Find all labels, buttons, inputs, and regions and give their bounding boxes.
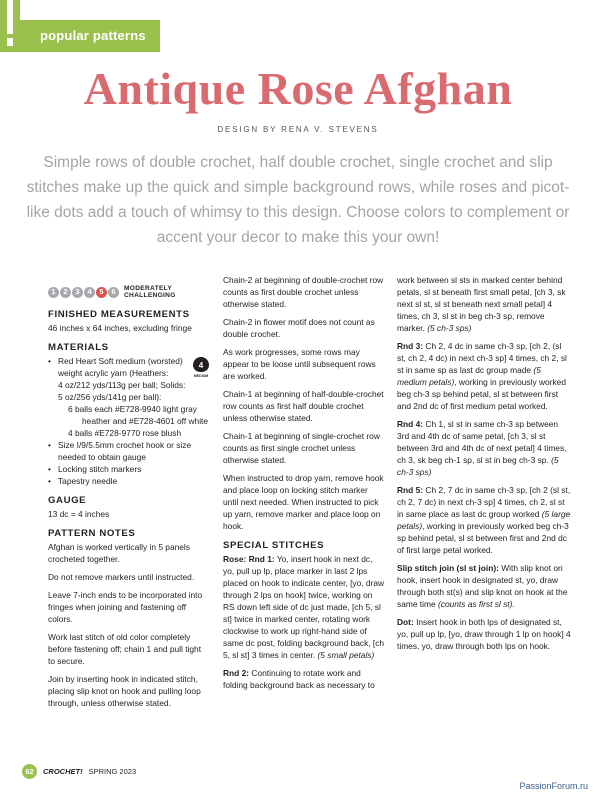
skill-dot-1: 1: [48, 287, 59, 298]
skill-level: [48, 285, 210, 299]
watermark: PassionForum.ru: [519, 781, 588, 791]
page-footer: [22, 764, 136, 779]
rnd5-instructions: Rnd 5: Ch 2, 7 dc in same ch-3 sp, [ch 2 (sl st, ch 2, 7 dc) in next ch-3 sp] 4 times, ch 2, sl st in same place as last dc group worked (5 large petals), working in previously worked beg ch-3 sp behind petal, sl st between first and 2nd dc of first large petal worked.: [397, 485, 571, 555]
skill-dot-6: 6: [108, 287, 119, 298]
column-1: [48, 285, 210, 715]
column-3: [397, 274, 572, 658]
materials-heading: MATERIALS: [48, 342, 109, 353]
note-paragraph: Do not remove markers until instructed.: [48, 572, 195, 582]
section-header-bar: [0, 20, 160, 52]
finished-text: 46 inches x 64 inches, excluding fringe: [48, 323, 192, 333]
note-paragraph: When instructed to drop yarn, remove hook and place loop on locking stitch marker until next needed. When instructed to pick up yarn, remove marker and place loop on hook.: [223, 473, 384, 531]
column-2: [223, 274, 385, 697]
note-paragraph: Chain-2 in flower motif does not count as double crochet.: [223, 317, 375, 339]
skill-dot-2: 2: [60, 287, 71, 298]
note-paragraph: Leave 7-inch ends to be incorporated into fringes when joining and fastening off colors.: [48, 590, 203, 624]
slip-stitch-join: Slip stitch join (sl st join): With slip knot on hook, insert hook in designated st, yo, draw through both st(s) and slip knot on hook at the same time (counts as first sl st).: [397, 563, 568, 609]
svg-text:MEDIUM: MEDIUM: [193, 374, 209, 378]
note-paragraph: Chain-2 at beginning of double-crochet row counts as first double crochet unless otherwise stated.: [223, 275, 384, 309]
rnd2-continued: work between sl sts in marked center behind petals, sl st beneath first small petal, [ch 3, sk next sl st, sl st beneath next small petal] 4 times, ch 3, sl st in beg ch-3 sp, remove marker. (5 ch-3 sps): [397, 275, 566, 333]
list-item: • Locking stitch markers: [48, 464, 142, 474]
rose-instructions: Rose: Rnd 1: Yo, insert hook in next dc, yo, pull up lp, place marker in last 2 lps placed on hook to indicate center, [yo, draw through 2 lps on hook] twice, working on RS down left side of dc just made, [ch 5, sl st] twice in marked center, rotating work clockwise to work up right-hand side of same dc post, folding background back, [ch 5, sl st] 3 times in center. (5 small petals): [223, 554, 385, 660]
skill-dot-5: 5: [96, 287, 107, 298]
designer-byline: DESIGN BY RENA V. STEVENS: [217, 125, 379, 134]
note-paragraph: Join by inserting hook in indicated stitch, placing slip knot on hook and pulling loop through, unless otherwise stated.: [48, 674, 201, 708]
note-paragraph: Afghan is worked vertically in 5 panels crocheted together.: [48, 542, 190, 564]
svg-text:4: 4: [198, 361, 204, 370]
list-item: • Tapestry needle: [48, 476, 118, 486]
page-number: 62: [22, 764, 37, 779]
dot-stitch: Dot: Insert hook in both lps of designated st, yo, pull up lp, [yo, draw through 1 lp on hook] 4 times, yo, draw through both lps on hook.: [397, 617, 571, 651]
skill-dot-4: 4: [84, 287, 95, 298]
magazine-name: CROCHET!: [43, 767, 83, 776]
rnd3-instructions: Rnd 3: Ch 2, 4 dc in same ch-3 sp, [ch 2, (sl st, ch 2, 4 dc) in next ch-3 sp] 4 times, ch 2, sl st in same sp as last dc group made (5 medium petals), working in previously worked beg ch-3 sp behind petal, sl st between first and 2nd dc of first medium petal worked.: [397, 341, 567, 411]
list-item: • Red Heart Soft medium (worsted) weight acrylic yarn (Heathers: 4 oz/212 yds/113g per ball; Solids: 5 oz/256 yds/141g per ball): 6 balls each #E728-9940 light gray heather and #E728-4601 off white 4 balls #E728-9770 rose blush: [48, 356, 209, 438]
rnd2-instructions: Rnd 2: Continuing to rotate work and folding background back as necessary to: [223, 668, 375, 690]
note-paragraph: Chain-1 at beginning of half-double-crochet row counts as first half double crochet unless otherwise stated.: [223, 389, 384, 423]
intro-deck: Simple rows of double crochet, half double crochet, single crochet and slip stitches make up the quick and simple background rows, while roses and picot-like dots add a touch of whimsy to this design. Choose colors to complement or accent your decor to make this your own!: [26, 154, 570, 246]
notes-heading: PATTERN NOTES: [48, 528, 136, 539]
list-item: • Size I/9/5.5mm crochet hook or size needed to obtain gauge: [48, 440, 192, 462]
skill-dot-3: 3: [72, 287, 83, 298]
rnd4-instructions: Rnd 4: Ch 1, sl st in same ch-3 sp between 3rd and 4th dc of same petal, [ch 3, sl st between 3rd and 4th dc of next petal] 4 times, ch 3, sk beg ch-1 sp, sl st in beg ch-3 sp. (5 ch-3 sps): [397, 419, 567, 477]
note-paragraph: Work last stitch of old color completely before fastening off; chain 1 and pull tight to secure.: [48, 632, 202, 666]
yarn-weight-icon: [192, 356, 210, 378]
finished-measurements: [48, 309, 210, 334]
skill-label: MODERATELY CHALLENGING: [124, 285, 176, 299]
pattern-notes: [48, 528, 210, 709]
page-title: Antique Rose Afghan: [83, 63, 513, 114]
gauge-heading: GAUGE: [48, 495, 87, 506]
materials: [48, 342, 210, 487]
note-paragraph: Chain-1 at beginning of single-crochet row counts as first single crochet unless otherwise stated.: [223, 431, 380, 465]
exclamation-icon: [0, 0, 20, 52]
gauge: [48, 495, 210, 520]
section-label: popular patterns: [40, 28, 146, 43]
issue-label: SPRING 2023: [88, 767, 137, 776]
finished-heading: FINISHED MEASUREMENTS: [48, 309, 190, 320]
note-paragraph: As work progresses, some rows may appear to be loose until subsequent rows are worked.: [223, 347, 376, 381]
gauge-text: 13 dc = 4 inches: [48, 509, 110, 519]
special-stitches-heading: SPECIAL STITCHES: [223, 540, 325, 551]
